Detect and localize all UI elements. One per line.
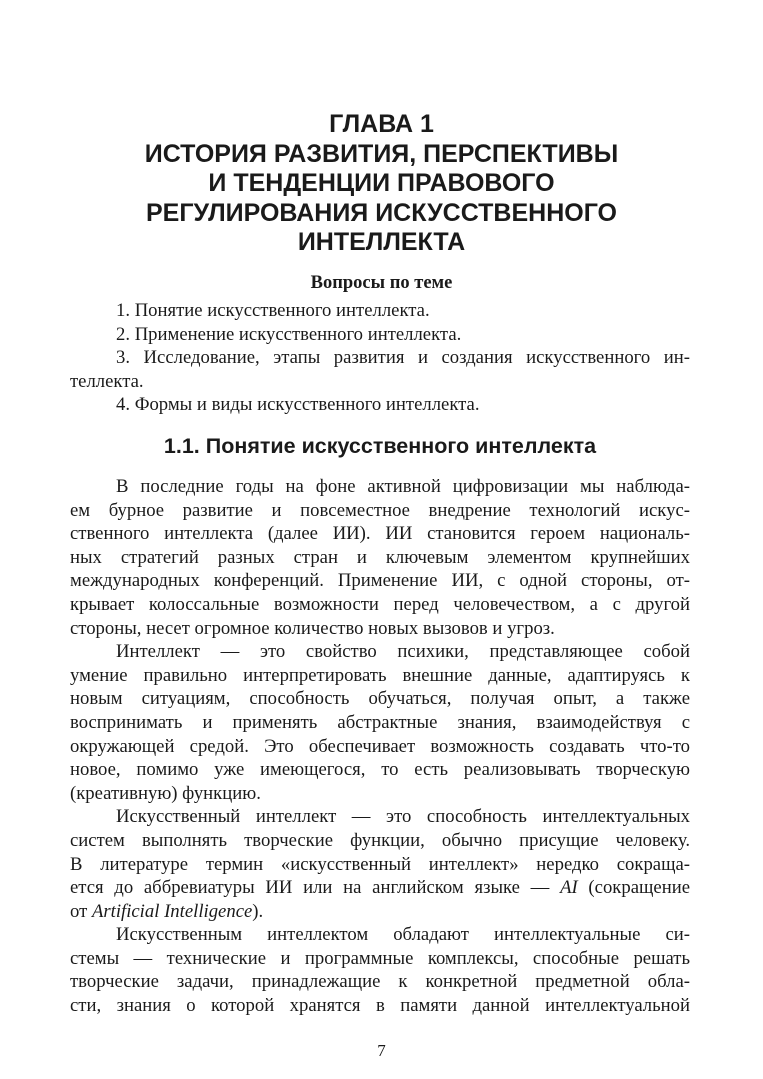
body-line: Искусственный интеллект — это способность интеллектуальных [116, 806, 690, 828]
body-line: Искусственным интеллектом обладают интеллектуальные си- [116, 924, 690, 946]
body-line: крывает колоссальные возможности перед человечеством, а с другой [70, 593, 690, 615]
body-line: ных стратегий разных стран и ключевым элементом крупнейших [70, 546, 690, 568]
body-line: новым ситуациям, способность обучаться, получая опыт, а также [70, 688, 690, 710]
body-line-text: ется до аббревиатуры ИИ или на английском языке — [70, 877, 561, 899]
question-item-continuation: теллекта. [70, 370, 144, 392]
question-item: 2. Применение искусственного интеллекта. [116, 323, 462, 345]
body-line: воспринимать и применять абстрактные знания, взаимодействуя с [70, 711, 690, 733]
body-line-text: от [70, 900, 92, 922]
chapter-heading-line: ГЛАВА 1 [329, 110, 434, 138]
body-line-text: ). [252, 900, 264, 922]
body-line: стороны, несет огромное количество новых вызовов и угроз. [70, 617, 555, 639]
body-line: стемы — технические и программные комплексы, способные решать [70, 947, 690, 969]
body-line: систем выполнять творческие функции, обычно присущие человеку. [70, 829, 690, 851]
question-item: 4. Формы и виды искусственного интеллекта. [116, 394, 480, 416]
body-line: (креативную) функцию. [70, 782, 261, 804]
questions-title: Вопросы по теме [310, 273, 453, 293]
body-line-text: (сокращение [577, 877, 690, 899]
body-line: В литературе термин «искусственный интеллект» нередко сокраща- [70, 853, 690, 875]
chapter-heading-line: И ТЕНДЕНЦИИ ПРАВОВОГО [208, 169, 555, 197]
body-line: Интеллект — это свойство психики, представляющее собой [116, 641, 690, 663]
chapter-heading-line: ИСТОРИЯ РАЗВИТИЯ, ПЕРСПЕКТИВЫ [144, 139, 619, 168]
chapter-heading-line: ИНТЕЛЛЕКТА [297, 228, 466, 256]
italic-term: AI [560, 877, 578, 899]
question-item: 1. Понятие искусственного интеллекта. [116, 300, 430, 321]
section-number: 1.1. [163, 434, 200, 458]
body-line: новое, помимо уже имеющегося, то есть реализовывать творческую [70, 759, 690, 781]
body-line: творческие задачи, принадлежащие к конкретной предметной обла- [70, 971, 690, 993]
body-line [70, 876, 690, 900]
body-line: ем бурное развитие и повсеместное внедрение технологий искус- [70, 499, 690, 521]
chapter-heading [80, 110, 683, 258]
body-line: международных конференций. Применение ИИ, с одной стороны, от- [70, 570, 690, 592]
chapter-heading-line: РЕГУЛИРОВАНИЯ ИСКУССТВЕННОГО [145, 198, 617, 227]
section-heading [70, 432, 690, 460]
italic-term: Artificial Intelligence [91, 900, 253, 922]
body-text [70, 475, 690, 1018]
question-item: 3. Исследование, этапы развития и создания искусственного ин- [116, 347, 690, 369]
body-line: ственного интеллекта (далее ИИ). ИИ становится героем националь- [70, 523, 690, 545]
body-line [70, 900, 690, 924]
section-title: Понятие искусственного интеллекта [205, 434, 597, 458]
body-line: В последние годы на фоне активной цифровизации мы наблюда- [116, 476, 690, 497]
body-line: сти, знания о которой хранятся в памяти данной интеллектуальной [70, 995, 690, 1017]
page-number: 7 [377, 1041, 386, 1060]
body-line: умение правильно интерпретировать внешние данные, адаптируясь к [70, 664, 690, 686]
body-line: окружающей средой. Это обеспечивает возможность создавать что-то [70, 735, 690, 757]
questions-list [70, 299, 690, 417]
